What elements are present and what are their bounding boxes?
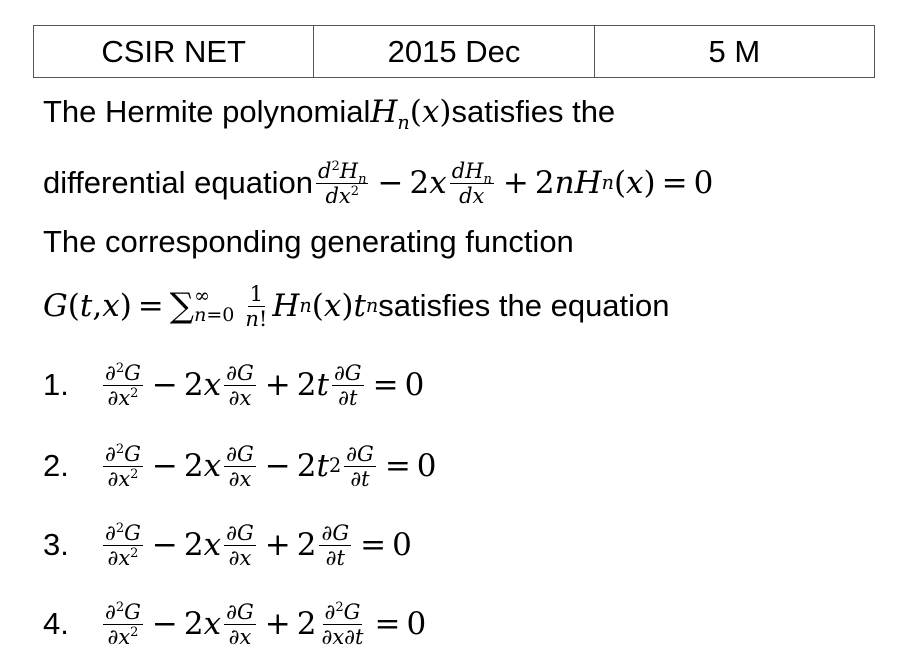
question-text-1a: The Hermite polynomial (43, 94, 371, 129)
question-text-4: satisfies the equation (378, 288, 670, 323)
question-line-4 (43, 276, 670, 336)
option-2[interactable] (43, 436, 437, 496)
hermite-symbol: $H_n(x)$ (370, 94, 452, 135)
option-4-equation: $\frac{\partial^2G}{\partial x^2}$ − 2 x $\frac{\partial G}{\partial x}$ + 2 $\frac{\partial^2G}{\partial x\partial t}$ = 0 (105, 599, 427, 649)
option-4-label: 4. (43, 606, 69, 641)
option-1-label: 1. (43, 367, 69, 402)
option-1-equation: $\frac{\partial^2G}{\partial x^2}$ − 2 x $\frac{\partial G}{\partial x}$ + 2 t $\frac{\partial G}{\partial t}$ = 0 (105, 360, 425, 410)
question-line-3 (43, 212, 574, 272)
option-3-label: 3. (43, 527, 69, 562)
question-line-2 (43, 153, 713, 213)
generating-function: G ( t , x ) = ∑ ∞ n=0 $\frac{1}{n!}$ H n ( x ) t n (43, 281, 379, 331)
option-2-equation: $\frac{\partial^2G}{\partial x^2}$ − 2 x $\frac{\partial G}{\partial x}$ − 2 t 2 $\frac{\partial G}{\partial t}$ = 0 (105, 441, 437, 491)
option-3-equation: $\frac{\partial^2G}{\partial x^2}$ − 2 x $\frac{\partial G}{\partial x}$ + 2 $\frac{\partial G}{\partial t}$ = 0 (105, 520, 412, 570)
exam-cell: CSIR NET (34, 26, 314, 78)
question-text-2: differential equation (43, 165, 314, 200)
question-text-1b: satisfies the (451, 94, 616, 129)
option-3[interactable] (43, 515, 412, 575)
option-4[interactable] (43, 594, 426, 654)
question-line-1 (43, 82, 615, 142)
marks-cell: 5 M (594, 26, 874, 78)
option-1[interactable] (43, 355, 424, 415)
session-cell: 2015 Dec (314, 26, 594, 78)
option-2-label: 2. (43, 448, 69, 483)
question-text-3: The corresponding generating function (43, 224, 574, 259)
hermite-equation: $\frac{d^2H_n}{dx^2}$ − 2 x $\frac{dH_n}{dx}$ + 2 nH n ( x ) = 0 (318, 158, 714, 208)
header-table (33, 25, 875, 78)
